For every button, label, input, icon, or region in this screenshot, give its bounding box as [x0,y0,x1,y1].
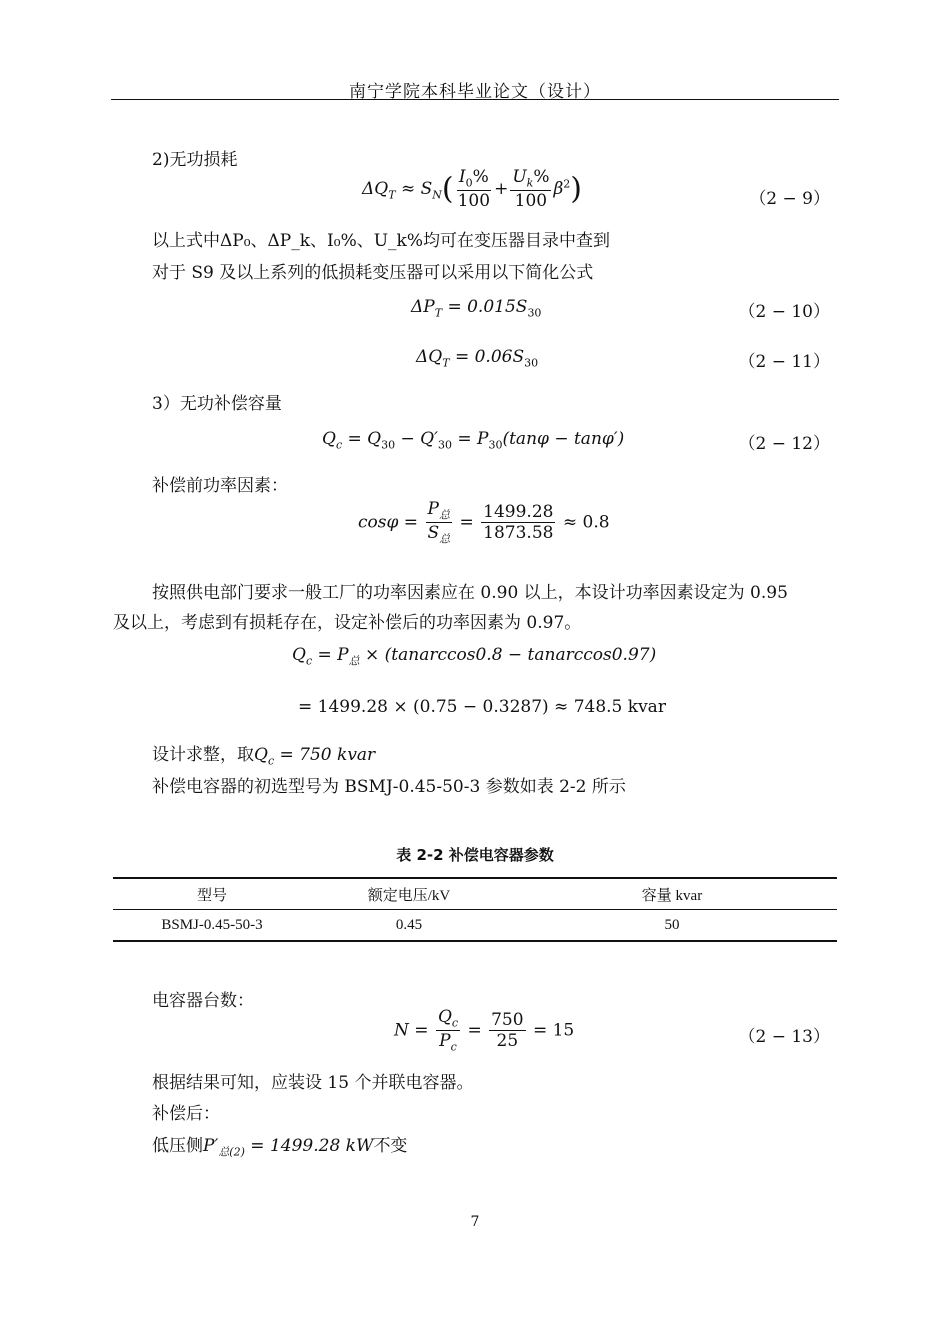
table-caption: 表 2-2 补偿电容器参数 [396,846,554,864]
equation-number-2-12: （2 − 12） [738,434,830,454]
formula-2-12: $Q_c = Q_{30} - Q'_{30} = P_{30}(\tan\varphi - \tan\varphi')$ [322,429,625,452]
equation-number-2-10: （2 − 10） [738,302,830,322]
pf-before-label: 补偿前功率因素： [152,476,288,496]
capacitor-parameter-table [113,877,837,942]
page-header: 南宁学院本科毕业论文（设计） [349,82,601,102]
capacitor-count-label: 电容器台数： [152,991,254,1011]
equation-number-2-13: （2 − 13） [738,1027,830,1047]
compensation-heading: 3）无功补偿容量 [152,394,282,414]
formula-2-11: $\Delta Q_T = 0.06S_{30}$ [416,347,539,370]
table-row [113,910,837,942]
design-rounding-line: 设计求整，取$Q_c = 750$ kvar [152,745,376,768]
power-factor-formula: cosφ = $\frac{P_总}{S_总}$ = $\frac{1499.28}{1873.58}$ ≈ 0.8 [358,499,610,546]
qc-formula-line-2: = 1499.28 × (0.75 − 0.3287) ≈ 748.5 kvar [298,697,666,717]
header-capacity: 容量 kvar [641,887,703,904]
header-model: 型号 [196,887,227,904]
header-rated-voltage: 额定电压/kV [367,887,451,904]
paragraph-line-2: 及以上，考虑到有损耗存在，设定补偿后的功率因素为 0.97。 [113,613,582,633]
page-number: 7 [470,1214,480,1230]
after-compensation-label: 补偿后： [152,1104,220,1124]
low-voltage-side-line: 低压侧$P'_{总(2)} = 1499.28$ kW不变 [152,1136,408,1159]
formula-2-10: $\Delta P_T = 0.015S_{30}$ [411,297,542,320]
cell-capacity: 50 [664,916,680,933]
cell-rated-voltage: 0.45 [395,916,423,933]
cell-model: BSMJ-0.45-50-3 [161,916,263,933]
paragraph-line-1: 按照供电部门要求一般工厂的功率因素应在 0.90 以上，本设计功率因素设定为 0.95 [152,583,788,603]
capacitor-model-line: 补偿电容器的初选型号为 BSMJ-0.45-50-3 参数如表 2-2 所示 [152,777,626,797]
equation-number-2-11: （2 − 11） [738,352,830,372]
qc-formula-line-1: $Q_c = P_总 \times (tanarccos0.8 - tanarccos0.97)$ [292,645,657,668]
formula-2-13: N = $\frac{Q_c}{P_c}$ = $\frac{750}{25}$ = 15 [394,1007,575,1054]
header-rule [111,99,839,100]
note-line-1: 以上式中ΔP₀、ΔP_k、I₀%、U_k%均可在变压器目录中查到 [152,231,611,251]
result-text: 根据结果可知，应装设 15 个并联电容器。 [152,1073,474,1093]
table-header-row [113,878,837,910]
note-line-2: 对于 S9 及以上系列的低损耗变压器可以采用以下简化公式 [152,263,594,283]
formula-2-9: $\Delta Q_T \approx S_N$( $\frac{I_0\%}{100}$ + $\frac{U_k\%}{100}$ $\beta^2$) [362,167,583,212]
reactive-loss-heading: 2)无功损耗 [152,150,238,170]
equation-number-2-9: （2 − 9） [749,189,830,209]
